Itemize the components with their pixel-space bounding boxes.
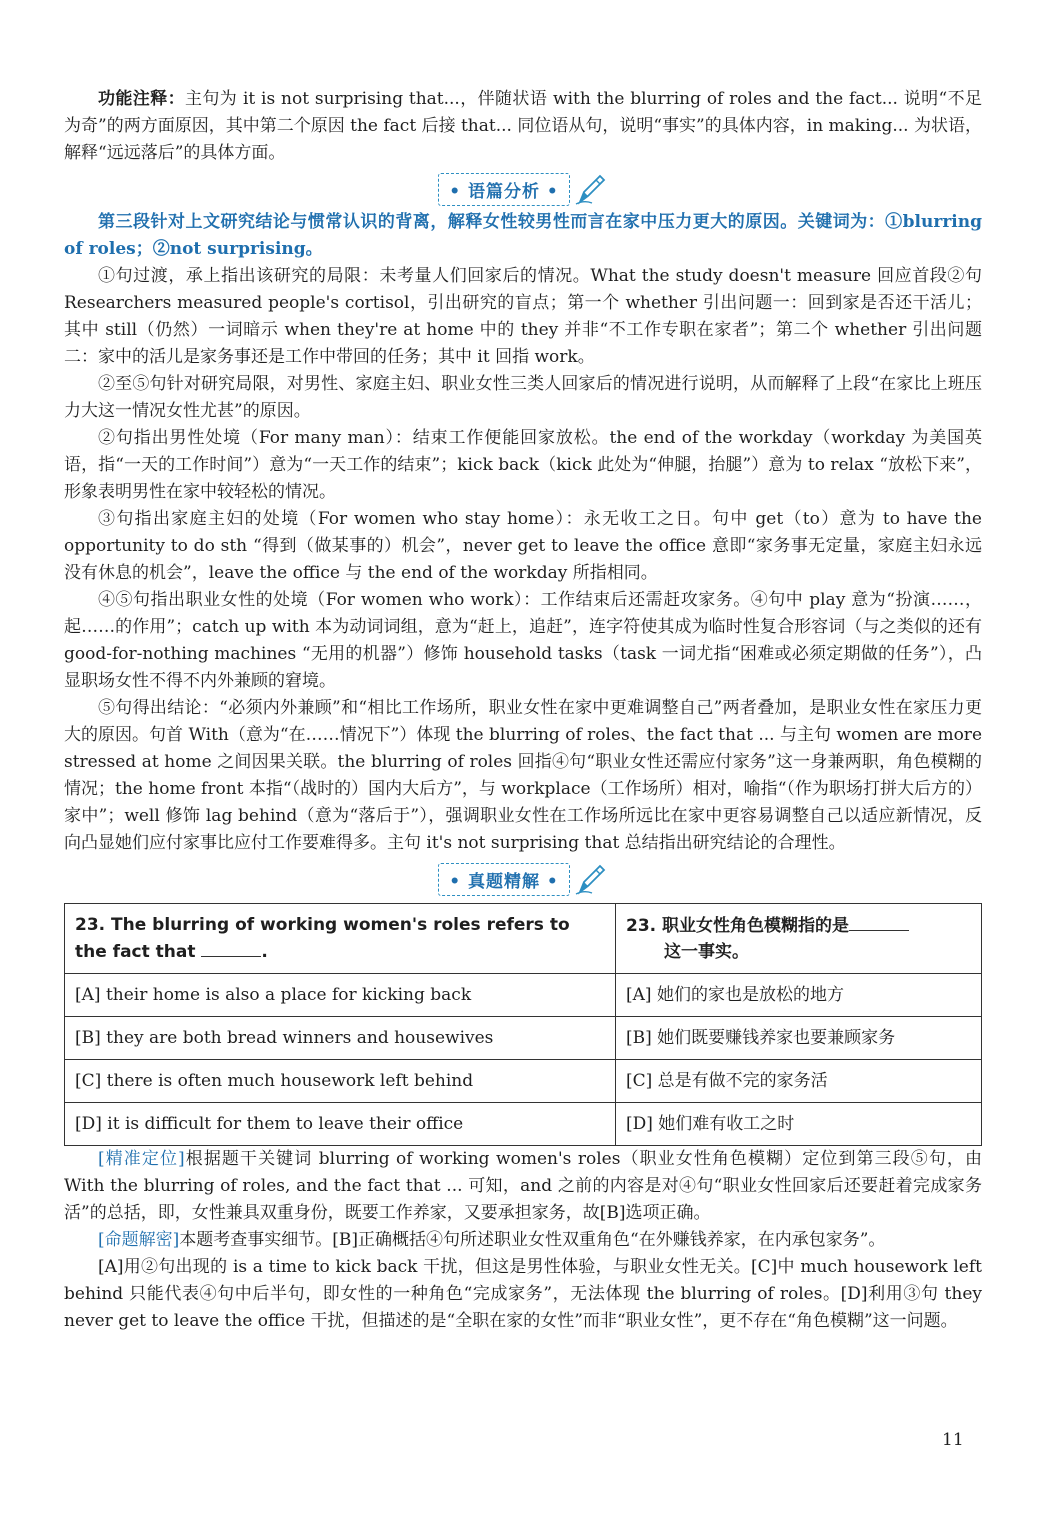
question-table [64, 903, 982, 1146]
function-note-label: 功能注释： [98, 89, 185, 109]
explain-location-text: 根据题干关键词 blurring of working women's roles（职业女性角色模糊）定位到第三段⑤句，由 With the blurring of roles, and the fact that ... 可知，and 之前的内容是对④句“职业女性回家后还要赶着完成家务活”的总括，即，女性兼具双重身份，既要工作养家，又要承担家务，故[B]选项正确。 [64, 1149, 983, 1223]
table-row [65, 904, 982, 974]
function-note-text: 主句为 it is not surprising that...，伴随状语 with the blurring of roles and the fact... 说明“不足为奇”的两方面原因，其中第二个原因 the fact 后接 that... 同位语从句，说明“事实”的具体内容，in making... 为状语，解释“远远落后”的具体方面。 [64, 89, 983, 163]
explain-location-label: [精准定位] [98, 1149, 185, 1169]
option-zh: [B] 她们既要赚钱养家也要兼顾家务 [616, 1017, 982, 1060]
option-zh: [C] 总是有做不完的家务活 [616, 1060, 982, 1103]
pen-icon [574, 862, 608, 896]
option-en: [D] it is difficult for them to leave their office [65, 1103, 616, 1146]
analysis-paragraph: ⑤句得出结论：“必须内外兼顾”和“相比工作场所，职业女性在家中更难调整自己”两者叠加，是职业女性在家压力更大的原因。句首 With（意为“在……情况下”）体现 the blurring of roles、the fact that ... 与主句 women are more stressed at home 之间因果关联。the blurring of roles 回指④句“职业女性还需应付家务”这一身兼两职，角色模糊的情况；the home front 本指“（战时的）国内大后方”，与 workplace（工作场所）相对，喻指“（作为职场打拼大后方的）家中”；well 修饰 lag behind（意为“落后于”），强调职业女性在工作场所远比在家中更容易调整自己以适应新情况，反向凸显她们应付家事比应付工作要难得多。主句 it's not surprising that 总结指出研究结论的合理性。 [64, 698, 982, 853]
table-row [65, 1017, 982, 1060]
table-row [65, 1103, 982, 1146]
pen-icon [574, 172, 608, 206]
explain-decode [64, 1227, 982, 1254]
section-title-exam [64, 859, 982, 899]
option-zh: [A] 她们的家也是放松的地方 [616, 974, 982, 1017]
analysis-paragraph: ②句指出男性处境（For many man）：结束工作便能回家放松。the end of the workday（workday 为美国英语，指“一天的工作时间”）意为“一天工作的结束”；kick back（kick 此处为“伸腿，抬腿”）意为 to relax “放松下来”，形象表明男性在家中较轻松的情况。 [64, 428, 982, 502]
option-en: [C] there is often much housework left behind [65, 1060, 616, 1103]
explain-distractors: [A]用②句出现的 is a time to kick back 干扰，但这是男性体验，与职业女性无关。[C]中 much housework left behind 只能代表④句中后半句，即女性的一种角色“完成家务”，无法体现 the blurring of roles。[D]利用③句 they never get to leave the office 干扰，但描述的是“全职在家的女性”而非“职业女性”，更不存在“角色模糊”这一问题。 [64, 1257, 982, 1331]
explain-decode-label: [命题解密] [98, 1230, 180, 1250]
option-zh: [D] 她们难有收工之时 [616, 1103, 982, 1146]
analysis-paragraph: ②至⑤句针对研究局限，对男性、家庭主妇、职业女性三类人回家后的情况进行说明，从而解释了上段“在家比上班压力大这一情况女性尤甚”的原因。 [64, 374, 982, 421]
option-en: [A] their home is also a place for kicking back [65, 974, 616, 1017]
explain-location [64, 1146, 982, 1227]
option-en: [B] they are both bread winners and housewives [65, 1017, 616, 1060]
answer-blank [849, 912, 909, 931]
explain-decode-text: 本题考查事实细节。[B]正确概括④句所述职业女性双重角色“在外赚钱养家，在内承包家务”。 [179, 1230, 886, 1250]
analysis-paragraph: ④⑤句指出职业女性的处境（For women who work）：工作结束后还需赶攻家务。④句中 play 意为“扮演……，起……的作用”；catch up with 本为动词词组，意为“赶上，追赶”，连字符使其成为临时性复合形容词（与之类似的还有 good-for-nothing machines “无用的机器”）修饰 household tasks（task 一词尤指“困难或必须定期做的任务”），凸显职场女性不得不内外兼顾的窘境。 [64, 590, 982, 691]
table-row [65, 974, 982, 1017]
section-title-analysis [64, 169, 982, 209]
analysis-paragraph: ①句过渡，承上指出该研究的局限：未考量人们回家后的情况。What the study doesn't measure 回应首段②句 Researchers measured people's cortisol，引出研究的盲点；第一个 whether 引出问题一：回到家是否还干活儿；其中 still（仍然）一词暗示 when they're at home 中的 they 并非“不工作专职在家者”；第二个 whether 引出问题二：家中的活儿是家务事还是工作中带回的任务；其中 it 回指 work。 [64, 266, 982, 367]
page-number: 11 [942, 1430, 964, 1450]
section-label: • 语篇分析 • [438, 173, 570, 206]
section-label: • 真题精解 • [438, 863, 570, 896]
analysis-paragraph: ③句指出家庭主妇的处境（For women who stay home）：永无收工之日。句中 get（to）意为 to have the opportunity to do sth “得到（做某事的）机会”，never get to leave the office 意即“家务事无定量，家庭主妇永远没有休息的机会”，leave the office 与 the end of the workday 所指相同。 [64, 509, 982, 583]
question-en: 23. The blurring of working women's roles refers to the fact that . [65, 904, 616, 974]
question-zh: 23. 职业女性角色模糊指的是 这一事实。 [616, 904, 982, 974]
page-content [64, 86, 982, 1335]
function-note [64, 86, 982, 167]
answer-blank [201, 938, 261, 957]
analysis-intro: 第三段针对上文研究结论与惯常认识的背离，解释女性较男性而言在家中压力更大的原因。关键词为：①blurring of roles；②not surprising。 [64, 212, 982, 259]
table-row [65, 1060, 982, 1103]
